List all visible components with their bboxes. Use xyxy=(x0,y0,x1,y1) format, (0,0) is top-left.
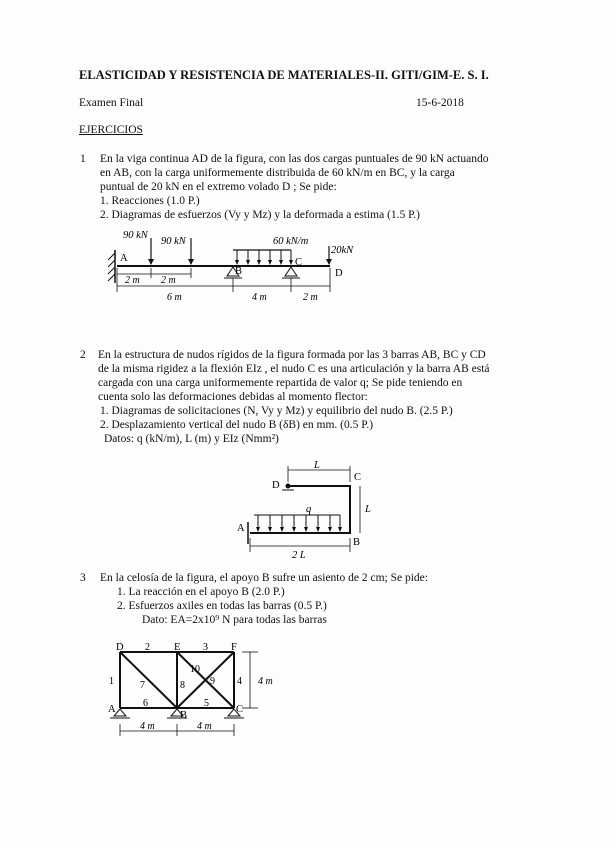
ex1-line: puntual de 20 kN en el extremo volado D ; Se pide: xyxy=(100,181,337,193)
ex2-line: de la misma rigidez a la flexión EIz , el nudo C es una articulación y la barra AB está xyxy=(98,363,490,375)
node-label-a: A xyxy=(108,704,116,715)
ex2-line: cargada con una carga uniformemente repartida de valor q; Se pide teniendo en xyxy=(98,377,463,389)
ex2-datos: Datos: q (kN/m), L (m) y EIz (Nmm²) xyxy=(104,433,279,445)
bar-label: 3 xyxy=(203,642,208,653)
node-label-d: D xyxy=(272,480,280,491)
pin-support-icon xyxy=(285,267,297,276)
ex1-beam-figure xyxy=(95,228,375,308)
node-label-e: E xyxy=(174,642,181,653)
load-label-q: q xyxy=(306,504,312,515)
bar-label: 4 xyxy=(237,676,242,687)
bar-label: 1 xyxy=(109,676,114,687)
exam-date: 15-6-2018 xyxy=(416,97,464,109)
dim-label: 2 m xyxy=(125,275,140,286)
bar-label: 9 xyxy=(210,676,215,687)
ex1-line: En la viga continua AD de la figura, con las dos cargas puntuales de 90 kN actuando xyxy=(100,153,489,165)
node-label-a: A xyxy=(120,253,128,264)
ex2-line: En la estructura de nudos rígidos de la figura formada por las 3 barras AB, BC y CD xyxy=(98,349,486,361)
bar-label: 5 xyxy=(204,698,209,709)
ex3-truss-figure xyxy=(100,640,290,740)
dim-label: 6 m xyxy=(167,292,182,303)
ex3-dato: Dato: EA=2x10⁹ N para todas las barras xyxy=(142,614,327,626)
exam-label: Examen Final xyxy=(79,97,144,109)
dim-label: 2 m xyxy=(161,275,176,286)
label-90kn: 90 kN xyxy=(161,236,186,247)
dim-label: 4 m xyxy=(252,292,267,303)
dim-label: 4 m xyxy=(258,676,273,687)
dim-label: 4 m xyxy=(197,721,212,732)
dim-label-2l: 2 L xyxy=(292,550,306,561)
dim-label-l: L xyxy=(365,504,371,515)
ex3-number: 3 xyxy=(80,572,86,584)
label-90kn: 90 kN xyxy=(123,230,148,241)
document-title: ELASTICIDAD Y RESISTENCIA DE MATERIALES-II. GITI/GIM-E. S. I. xyxy=(79,68,489,82)
ex2-item: 1. Diagramas de solicitaciones (N, Vy y Mz) y equilibrio del nudo B. (2.5 P.) xyxy=(100,405,453,417)
bar-label: 2 xyxy=(145,642,150,653)
frame-bars xyxy=(250,486,350,533)
node-label-c: C xyxy=(236,704,244,715)
bar-label: 8 xyxy=(180,680,185,691)
node-label-c: C xyxy=(354,472,362,483)
node-label-b: B xyxy=(235,266,243,277)
node-label-d: D xyxy=(116,642,124,653)
truss-bar xyxy=(120,652,177,708)
ex2-number: 2 xyxy=(80,349,86,361)
node-label-f: F xyxy=(231,642,237,653)
ex1-item: 2. Diagramas de esfuerzos (Vy y Mz) y la deformada a estima (1.5 P.) xyxy=(100,209,420,221)
label-20kn: 20kN xyxy=(331,245,354,256)
ex3-line: En la celosía de la figura, el apoyo B sufre un asiento de 2 cm; Se pide: xyxy=(100,572,428,584)
dim-label: 2 m xyxy=(303,292,318,303)
dim-label: 4 m xyxy=(140,721,155,732)
pin-icon xyxy=(286,484,291,489)
ex3-item: 1. La reacción en el apoyo B (2.0 P.) xyxy=(117,586,285,598)
bar-label: 10 xyxy=(190,664,200,675)
ex2-frame-figure xyxy=(220,458,380,568)
section-heading: EJERCICIOS xyxy=(79,124,143,136)
ex2-line: cuenta solo las deformaciones debidas al momento flector: xyxy=(98,391,368,403)
pin-support-icon xyxy=(114,709,126,716)
ex2-item: 2. Desplazamiento vertical del nudo B (δB) en mm. (0.5 P.) xyxy=(100,419,374,431)
node-label-b: B xyxy=(353,537,361,548)
label-60kn-m: 60 kN/m xyxy=(273,236,309,247)
ex1-item: 1. Reacciones (1.0 P.) xyxy=(100,195,200,207)
node-label-a: A xyxy=(237,523,245,534)
dim-label-l: L xyxy=(314,460,320,471)
ex3-item: 2. Esfuerzos axiles en todas las barras (0.5 P.) xyxy=(117,600,327,612)
bar-label: 6 xyxy=(143,698,148,709)
ex1-number: 1 xyxy=(80,153,86,165)
bar-label: 7 xyxy=(140,680,145,691)
node-label-b: B xyxy=(180,710,188,721)
ex1-line: en AB, con la carga uniformemente distribuida de 60 kN/m en BC, y la carga xyxy=(100,167,455,179)
node-label-d: D xyxy=(335,268,343,279)
node-label-c: C xyxy=(295,257,303,268)
